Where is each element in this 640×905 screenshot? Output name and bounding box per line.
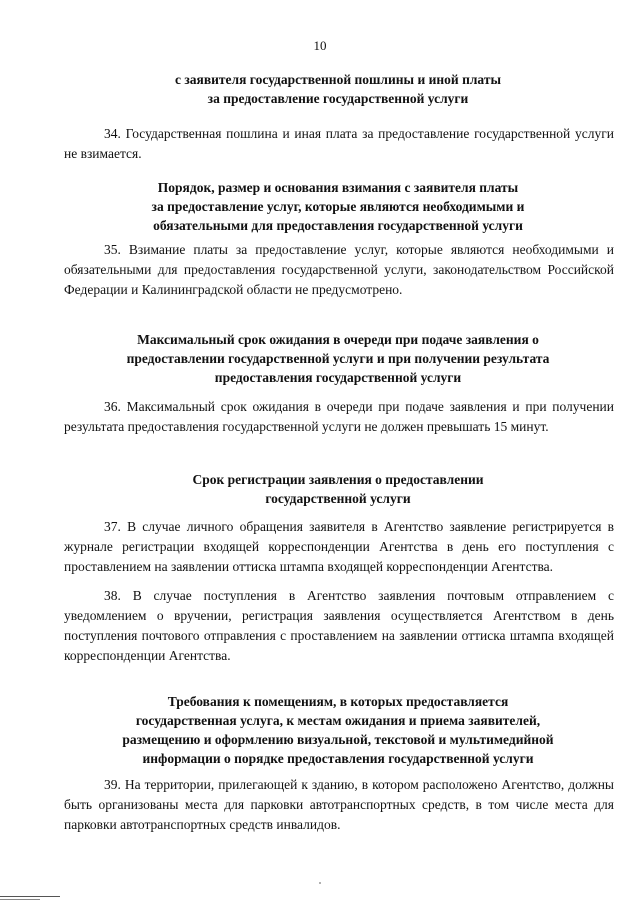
heading-line: Требования к помещениям, в которых предоставляется bbox=[167, 694, 509, 709]
heading-line: Максимальный срок ожидания в очереди при подаче заявления о bbox=[137, 332, 539, 347]
paragraph-text: 38. В случае поступления в Агентство заявления почтовым отправлением с уведомлением о вручении, регистрация заявления осуществляется Агентством в день поступления почтового отправления с проставлением на заявлении оттиска штампа входящей корреспонденции Агентства. bbox=[64, 588, 614, 663]
paragraph-text: 39. На территории, прилегающей к зданию, в котором расположено Агентство, должны быть организованы места для парковки автотранспортных средств, в том числе места для парковки автотранспортных средств инвалидов. bbox=[64, 777, 614, 832]
paragraph-35 bbox=[64, 240, 614, 300]
paragraph-text: 37. В случае личного обращения заявителя в Агентство заявление регистрируется в журнале регистрации входящей корреспонденции Агентства в день его поступления с проставлением на заявлении оттиска штампа входящей корреспонденции Агентства. bbox=[64, 519, 614, 574]
section-heading bbox=[60, 178, 616, 235]
section-heading bbox=[60, 330, 616, 387]
heading-line: государственная услуга, к местам ожидания и приема заявителей, bbox=[135, 713, 541, 728]
footer-rule bbox=[0, 896, 60, 897]
heading-line: предоставлении государственной услуги и при получении результата bbox=[126, 351, 550, 366]
paragraph-39 bbox=[64, 775, 614, 835]
paragraph-text: 34. Государственная пошлина и иная плата за предоставление государственной услуги не взимается. bbox=[64, 126, 614, 161]
heading-line: Срок регистрации заявления о предоставлении bbox=[192, 472, 484, 487]
paragraph-text: 35. Взимание платы за предоставление услуг, которые являются необходимыми и обязательными для предоставления государственной услуги, законодательством Российской Федерации и Калининградской области не предусмотрено. bbox=[64, 242, 614, 297]
paragraph-36 bbox=[64, 397, 614, 437]
section-heading bbox=[60, 692, 616, 768]
page-number: 10 bbox=[313, 38, 327, 53]
heading-line: за предоставление услуг, которые являются необходимыми и bbox=[151, 199, 525, 214]
heading-line: обязательными для предоставления государственной услуги bbox=[153, 218, 523, 233]
heading-line: государственной услуги bbox=[265, 491, 411, 506]
paragraph-38 bbox=[64, 586, 614, 666]
heading-line: с заявителя государственной пошлины и иной платы bbox=[174, 72, 501, 87]
section-heading bbox=[60, 470, 616, 508]
section-heading bbox=[60, 70, 616, 108]
heading-line: за предоставление государственной услуги bbox=[207, 91, 469, 106]
footer-rule bbox=[0, 899, 40, 900]
heading-line: информации о порядке предоставления государственной услуги bbox=[142, 751, 534, 766]
paragraph-37 bbox=[64, 517, 614, 577]
heading-line: размещению и оформлению визуальной, текстовой и мультимедийной bbox=[122, 732, 554, 747]
paragraph-34 bbox=[64, 124, 614, 164]
scan-speck bbox=[319, 882, 321, 884]
paragraph-text: 36. Максимальный срок ожидания в очереди при подаче заявления и при получении результата предоставления государственной услуги не должен превышать 15 минут. bbox=[64, 399, 614, 434]
heading-line: Порядок, размер и основания взимания с заявителя платы bbox=[157, 180, 519, 195]
heading-line: предоставления государственной услуги bbox=[214, 370, 462, 385]
